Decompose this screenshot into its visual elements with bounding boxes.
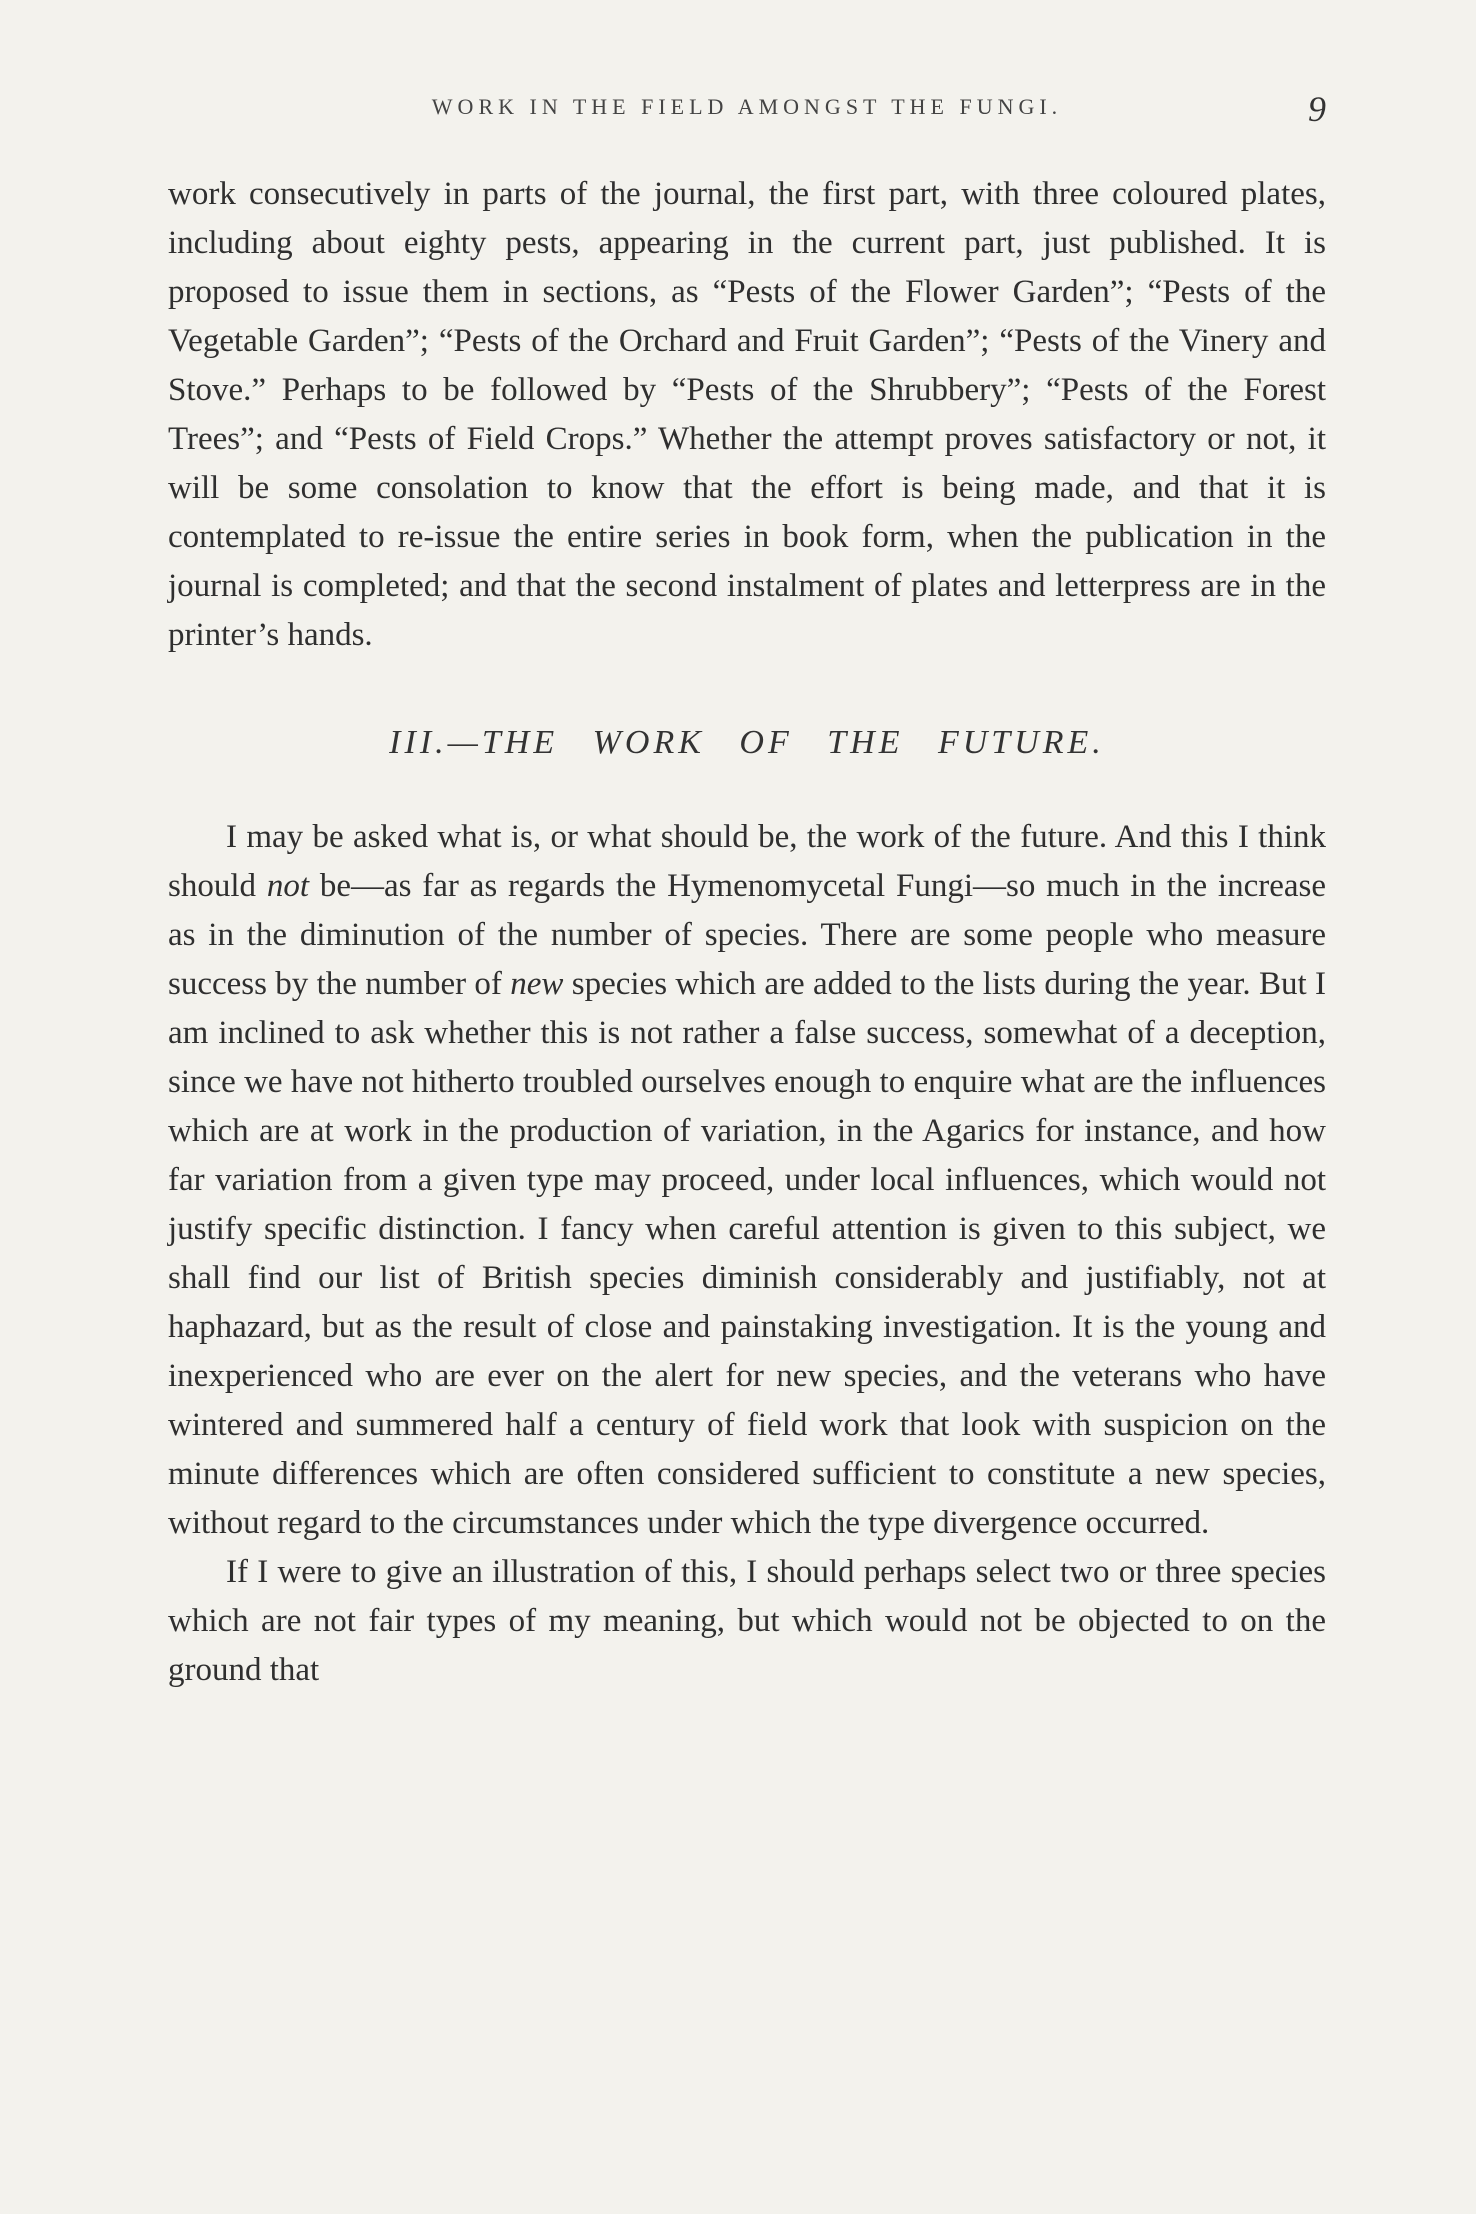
emphasis-not: not <box>266 868 309 904</box>
page-number: 9 <box>1308 89 1326 129</box>
paragraph-text-part1: I may be asked what is, or what should be, the work of the future. And this I think should <box>168 819 1326 904</box>
paragraph-illustration: If I were to give an illustration of this, I should perhaps select two or three species which are not fair types of my meaning, but which would not be objected to on the ground that <box>168 1554 1326 1688</box>
paragraph-text-part2: be—as far as regards the Hymenomycetal Fungi—so much in the increase as in the diminution of the number of species. There are some people who measure success by the number of <box>168 868 1326 1002</box>
running-head <box>168 89 1326 134</box>
running-title: WORK IN THE FIELD AMONGST THE FUNGI. <box>431 94 1063 119</box>
section-heading: III.—THE WORK OF THE FUTURE. <box>389 724 1105 761</box>
emphasis-new: new <box>510 966 564 1002</box>
paragraph-continued: work consecutively in parts of the journal, the first part, with three coloured plates, including about eighty pests, appearing in the current part, just published. It is proposed to issue them in sections, as “Pests of the Flower Garden”; “Pests of the Vegetable Garden”; “Pests of the Orchard and Fruit Garden”; “Pests of the Vinery and Stove.” Perhaps to be followed by “Pests of the Shrubbery”; “Pests of the Forest Trees”; and “Pests of Field Crops.” Whether the attempt proves satisfactory or not, it will be some consolation to know that the effort is being made, and that it is contemplated to re-issue the entire series in book form, when the publication in the journal is completed; and that the second instalment of plates and letterpress are in the printer’s hands. <box>168 176 1326 653</box>
paragraph-work-of-future <box>168 813 1326 1548</box>
paragraph-text-part3: species which are added to the lists during the year. But I am inclined to ask whether this is not rather a false success, somewhat of a deception, since we have not hitherto troubled ourselves enough to enquire what are the influences which are at work in the production of variation, in the Agarics for instance, and how far variation from a given type may proceed, under local influences, which would not justify specific distinction. I fancy when careful attention is given to this subject, we shall find our list of British species diminish considerably and justifiably, not at haphazard, but as the result of close and painstaking investigation. It is the young and inexperienced who are ever on the alert for new species, and the veterans who have wintered and summered half a century of field work that look with suspicion on the minute differences which are often considered sufficient to constitute a new species, without regard to the circumstances under which the type divergence occurred. <box>168 966 1327 1541</box>
body-text <box>168 170 1326 1695</box>
